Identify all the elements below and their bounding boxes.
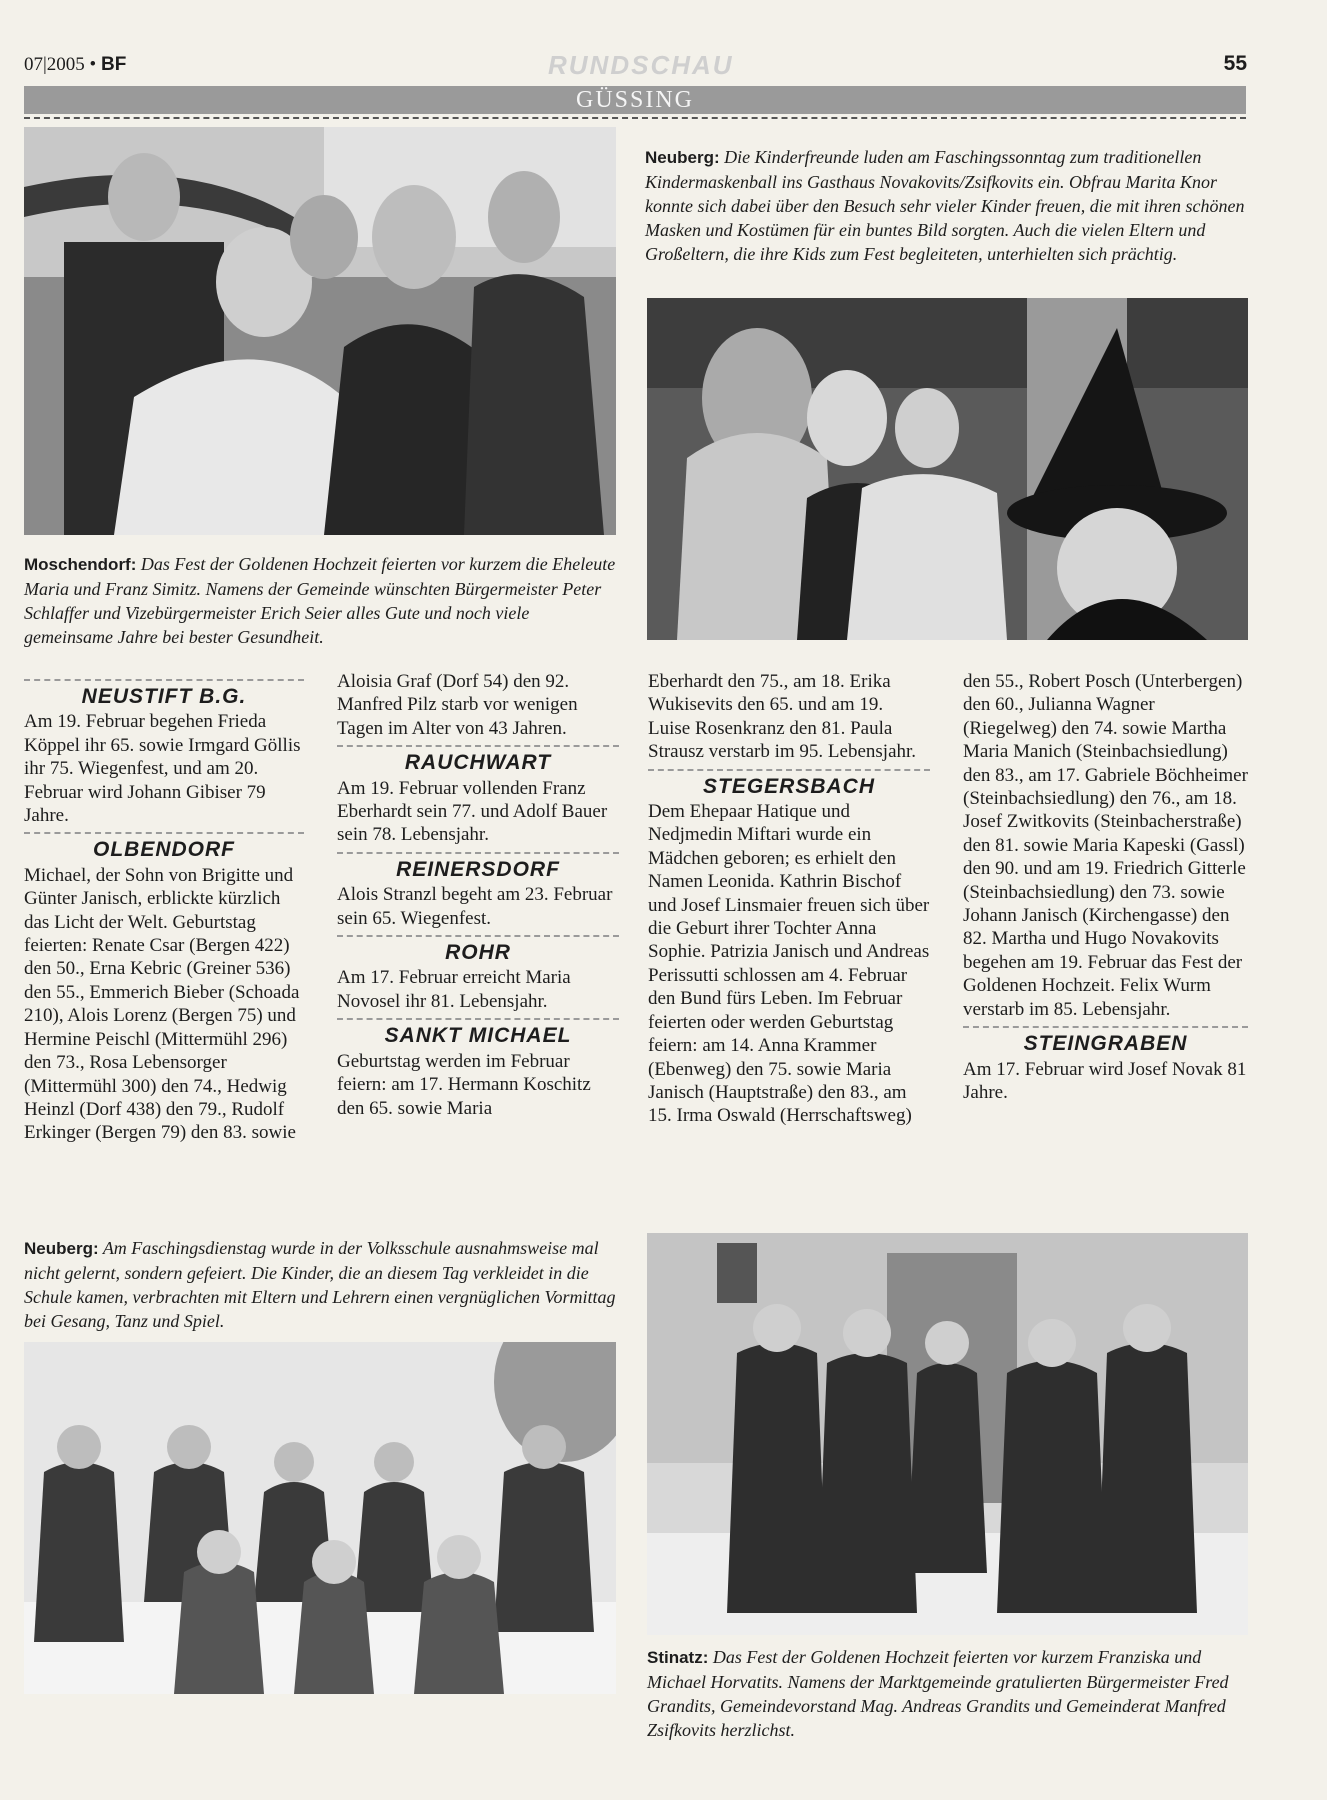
issue-date (24, 54, 126, 76)
section-text-stegersbach: Dem Ehepaar Hatique und Nedjmedin Miftari wurde ein Mädchen geboren; es erhielt den Namen Leonida. Kathrin Bischof und Josef Linsmaier freuen sich über die Geburt ihrer Tochter Anna Sophie. Patrizia Janisch und Andreas Perissutti schlossen am 4. Februar den Bund fürs Leben. Im Februar feierten oder werden Geburtstag feiern: am 14. Anna Krammer (Ebenweg) den 75. sowie Maria Janisch (Hauptstraße) den 83., am 15. Irma Oswald (Herrschaftsweg) (648, 801, 930, 1127)
section-text-reinersdorf: Alois Stranzl begeht am 23. Februar sein 65. Wiegenfest. (337, 884, 613, 929)
section-text-rohr: Am 17. Februar erreicht Maria Novosel ihr 81. Lebensjahr. (337, 967, 571, 1012)
publication-title: RUNDSCHAU (548, 50, 734, 80)
section-heading-stegersbach: STEGERSBACH (648, 769, 930, 800)
caption-text: Das Fest der Goldenen Hochzeit feierten vor kurzem Franziska und Michael Horvatits. Namens der Marktgemeinde gratulierten Bürgermeister Fred Grandits, Gemeindevorstand Mag. Andreas Grandits und Gemeinderat Manfred Zsifkovits herzlichst. (647, 1647, 1229, 1740)
caption-place: Stinatz: (647, 1648, 709, 1667)
column-1 (24, 674, 304, 1145)
section-heading-reinersdorf: REINERSDORF (337, 852, 619, 883)
section-heading-rohr: ROHR (337, 935, 619, 966)
caption-text: Am Faschingsdienstag wurde in der Volksschule ausnahmsweise mal nicht gelernt, sondern gefeiert. Die Kinder, die an diesem Tag verkleidet in die Schule kamen, verbrachten mit Eltern und Lehrern einen vergnüglichen Vormittag bei Gesang, Tanz und Spiel. (24, 1238, 616, 1331)
header-divider (24, 117, 1246, 119)
caption-place: Moschendorf: (24, 555, 137, 574)
caption-neuberg-kindermaskenball (645, 145, 1248, 266)
caption-moschendorf (24, 552, 616, 649)
section-heading-sankt-michael: SANKT MICHAEL (337, 1018, 619, 1049)
section-text-neustift: Am 19. Februar begehen Frieda Köppel ihr 65. sowie Irmgard Göllis ihr 75. Wiegenfest, und am 20. Februar wird Johann Gibiser 79 Jahre. (24, 711, 301, 827)
caption-neuberg-volksschule (24, 1236, 616, 1333)
caption-text: Die Kinderfreunde luden am Faschingssonntag zum traditionellen Kindermaskenball ins Gasthaus Novakovits/Zsifkovits ein. Obfrau Marita Knor konnte sich dabei über den Besuch sehr vieler Kinder freuen, die mit ihren schönen Masken und Kostümen für ein buntes Bild sorgten. Auch die vielen Eltern und Großeltern, die ihre Kids zum Fest begleiteten, unterhielten sich prächtig. (645, 147, 1245, 264)
brand-label: BF (100, 54, 127, 75)
section-heading-rauchwart: RAUCHWART (337, 745, 619, 776)
caption-text: Das Fest der Goldenen Hochzeit feierten vor kurzem die Eheleute Maria und Franz Simitz. Namens der Gemeinde wünschten Bürgermeister Peter Schlaffer und Vizebürgermeister Erich Seier alles Gute und noch viele gemeinsame Jahre bei bester Gesundheit. (24, 554, 616, 647)
page-number: 55 (1223, 52, 1247, 75)
section-text-steingraben: Am 17. Februar wird Josef Novak 81 Jahre. (963, 1058, 1247, 1103)
photo-neuberg-kindermaskenball (647, 298, 1248, 640)
column-3 (648, 670, 930, 1128)
section-text-rauchwart: Am 19. Februar vollenden Franz Eberhardt sein 77. und Adolf Bauer sein 78. Lebensjahr. (337, 777, 608, 846)
section-heading-neustift: NEUSTIFT B.G. (24, 679, 304, 710)
section-text-olbendorf-cont: Aloisia Graf (Dorf 54) den 92. Manfred Pilz starb vor wenigen Tagen im Alter von 43 Jahren. (337, 671, 578, 739)
photo-stinatz (647, 1233, 1248, 1635)
column-2 (337, 670, 619, 1120)
caption-stinatz (647, 1645, 1248, 1742)
column-4 (963, 670, 1248, 1104)
photo-moschendorf-couple (24, 127, 616, 535)
section-text-olbendorf: Michael, der Sohn von Brigitte und Günter Janisch, erblickte kürzlich das Licht der Welt. Geburtstag feierten: Renate Csar (Bergen 422) den 50., Erna Kebric (Greiner 536) den 55., Emmerich Bieber (Schoada 210), Alois Lorenz (Bergen 75) und Hermine Peischl (Mittermühl 296) den 73., Rosa Lebensorger (Mittermühl 300) den 74., Hedwig Heinzl (Dorf 438) den 79., Rudolf Erkinger (Bergen 79) den 83. sowie (24, 864, 300, 1144)
section-text-sankt-michael-cont: Eberhardt den 75., am 18. Erika Wukisevits den 65. und am 19. Luise Rosenkranz den 81. Paula Strausz verstarb im 95. Lebensjahr. (648, 671, 917, 763)
section-heading-olbendorf: OLBENDORF (24, 832, 304, 863)
caption-place: Neuberg: (24, 1239, 99, 1258)
section-text-sankt-michael: Geburtstag werden im Februar feiern: am 17. Hermann Koschitz den 65. sowie Maria (337, 1050, 591, 1119)
section-text-stegersbach-cont: den 55., Robert Posch (Unterbergen) den 60., Julianna Wagner (Riegelweg) den 74. sowie Martha Maria Manich (Steinbachsiedlung) den 83., am 17. Gabriele Böchheimer (Steinbachsiedlung) den 76., am 18. Josef Zwitkovits (Steinbacherstraße) den 81. sowie Maria Kapeski (Gassl) den 90. und am 19. Friedrich Gitterle (Steinbachsiedlung) den 73. sowie Johann Janisch (Kirchengasse) den 82. Martha und Hugo Novakovits begehen am 19. Februar das Fest der Goldenen Hochzeit. Felix Wurm verstarb im 85. Lebensjahr. (963, 671, 1248, 1020)
issue-number: 07|2005 • (24, 54, 97, 75)
caption-place: Neuberg: (645, 148, 720, 167)
region-title: GÜSSING (575, 87, 694, 113)
photo-neuberg-volksschule (24, 1342, 616, 1694)
section-heading-steingraben: STEINGRABEN (963, 1026, 1248, 1057)
